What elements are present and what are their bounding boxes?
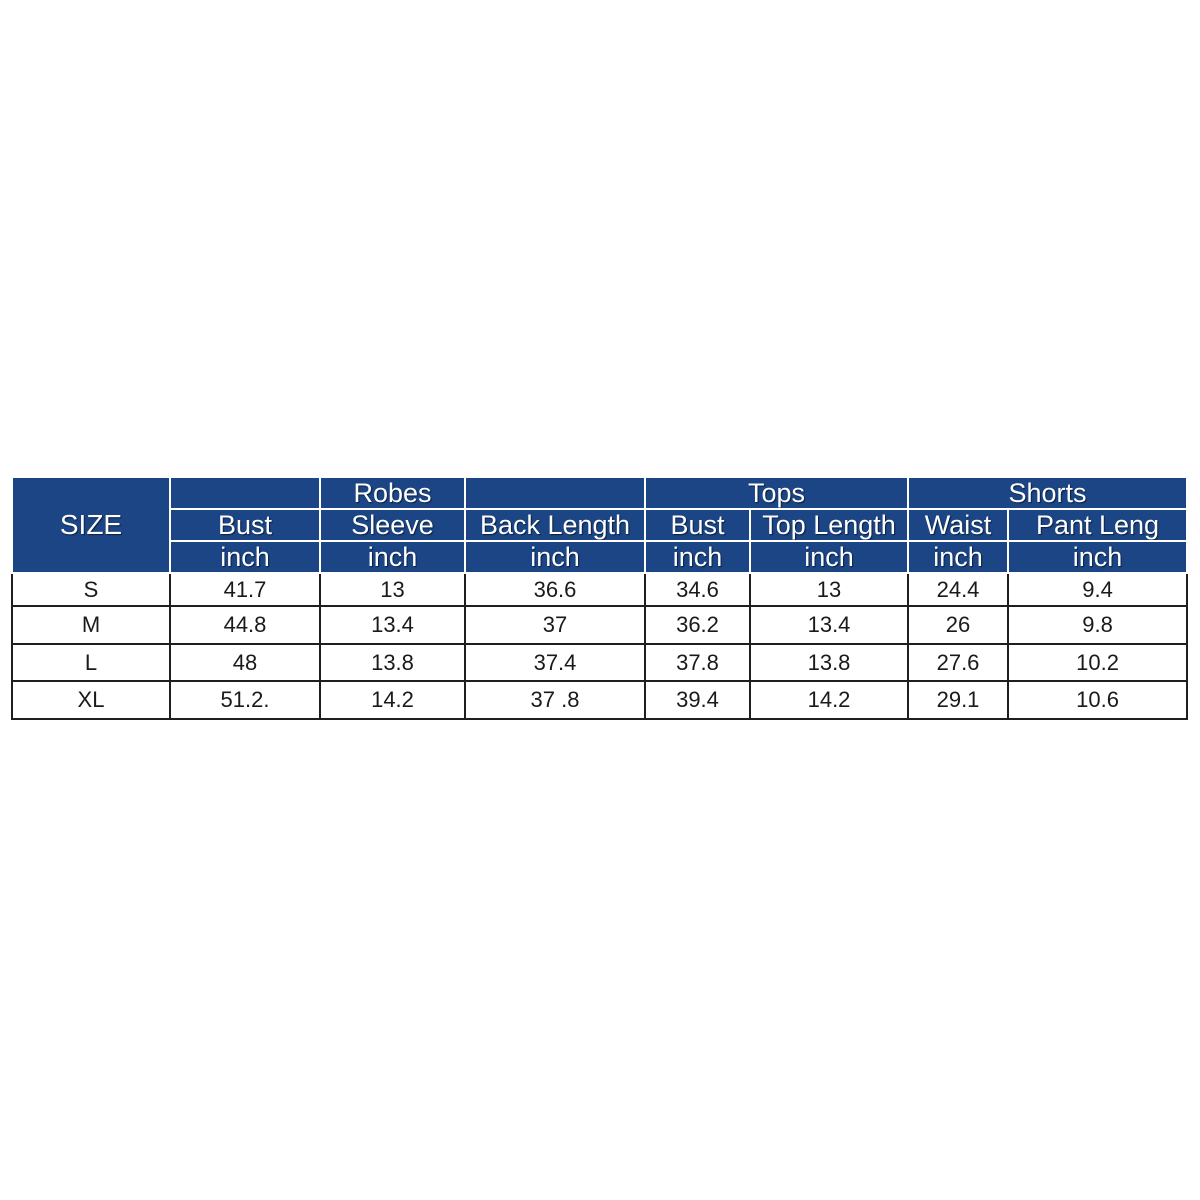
value-cell: 13.8 [320,644,465,682]
unit-label: inch [320,541,465,573]
header-row-units [12,541,1187,573]
value-cell: 10.6 [1008,681,1187,719]
unit-label: inch [170,541,320,573]
column-header-robe-bust: Bust [170,509,320,541]
header-row-groups [12,477,1187,509]
value-cell: 14.2 [750,681,908,719]
value-cell: 13.4 [320,606,465,644]
value-cell: 37.4 [465,644,645,682]
group-header-shorts: Shorts [908,477,1187,509]
size-cell: XL [12,681,170,719]
group-header-blank-2 [465,477,645,509]
value-cell: 24.4 [908,573,1008,606]
value-cell: 37 [465,606,645,644]
column-header-pant-length: Pant Leng [1008,509,1187,541]
group-header-tops: Tops [645,477,908,509]
table-row [12,644,1187,682]
value-cell: 13 [750,573,908,606]
value-cell: 9.8 [1008,606,1187,644]
table-row [12,606,1187,644]
value-cell: 44.8 [170,606,320,644]
column-header-sleeve: Sleeve [320,509,465,541]
size-chart-table [11,476,1188,720]
value-cell: 26 [908,606,1008,644]
value-cell: 48 [170,644,320,682]
unit-label: inch [908,541,1008,573]
value-cell: 27.6 [908,644,1008,682]
table-row [12,681,1187,719]
column-header-top-bust: Bust [645,509,750,541]
value-cell: 29.1 [908,681,1008,719]
unit-label: inch [1008,541,1187,573]
header-row-columns [12,509,1187,541]
column-header-back-length: Back Length [465,509,645,541]
column-header-waist: Waist [908,509,1008,541]
value-cell: 9.4 [1008,573,1187,606]
value-cell: 13.4 [750,606,908,644]
unit-label: inch [645,541,750,573]
value-cell: 39.4 [645,681,750,719]
value-cell: 41.7 [170,573,320,606]
value-cell: 13 [320,573,465,606]
value-cell: 37.8 [645,644,750,682]
size-cell: M [12,606,170,644]
value-cell: 37 .8 [465,681,645,719]
value-cell: 10.2 [1008,644,1187,682]
value-cell: 34.6 [645,573,750,606]
value-cell: 14.2 [320,681,465,719]
size-cell: L [12,644,170,682]
column-header-top-length: Top Length [750,509,908,541]
group-header-blank-1 [170,477,320,509]
size-header: SIZE [12,477,170,573]
value-cell: 36.6 [465,573,645,606]
unit-label: inch [750,541,908,573]
size-cell: S [12,573,170,606]
unit-label: inch [465,541,645,573]
value-cell: 36.2 [645,606,750,644]
value-cell: 13.8 [750,644,908,682]
table-row [12,573,1187,606]
group-header-robes: Robes [320,477,465,509]
value-cell: 51.2. [170,681,320,719]
